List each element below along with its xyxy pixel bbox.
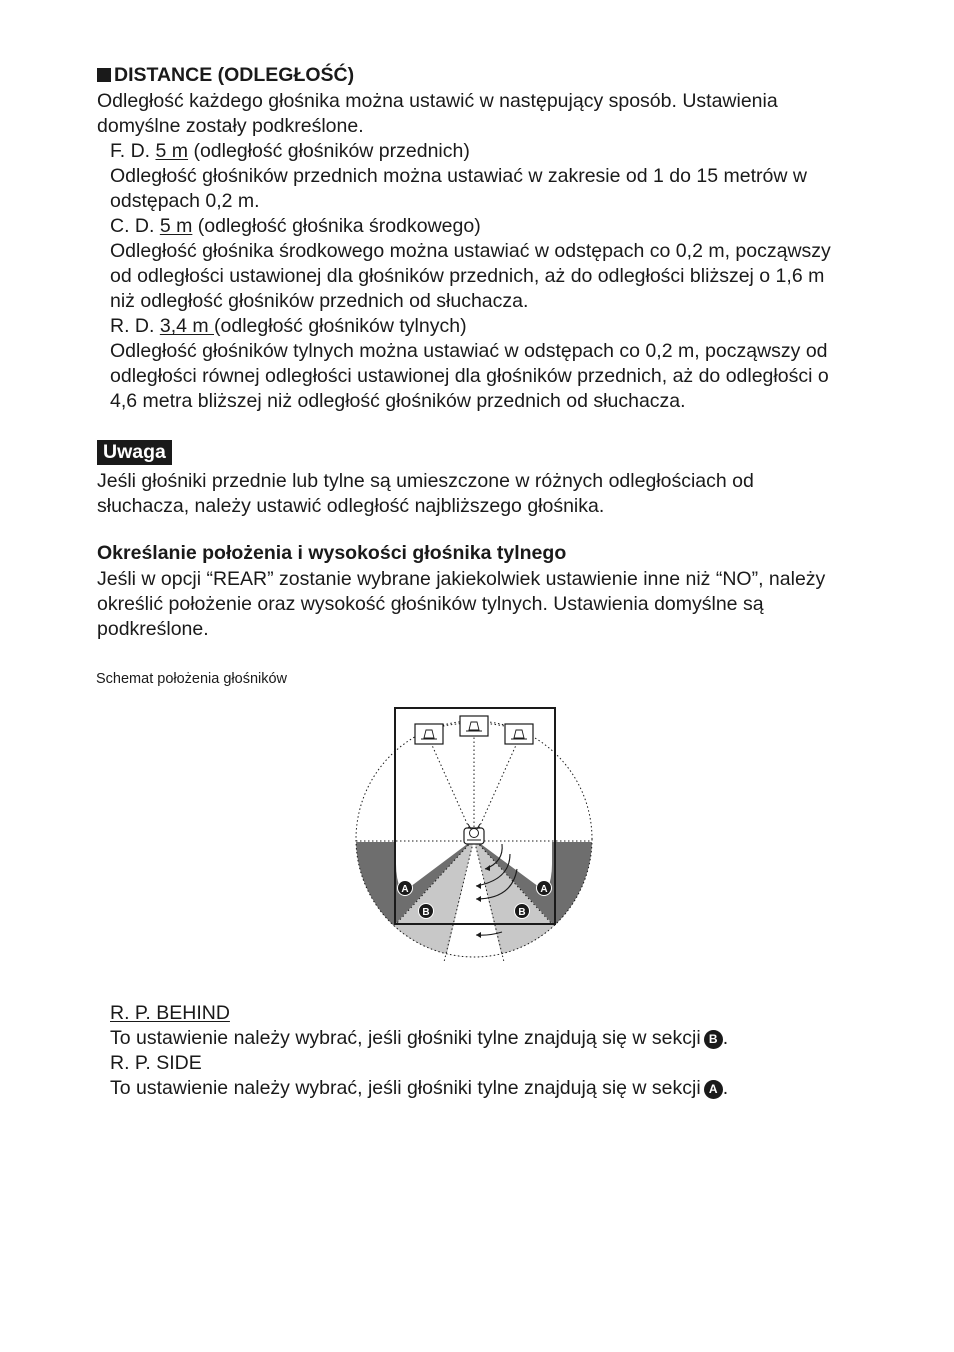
zone-b-right-label (515, 904, 530, 919)
fd-setting: F. D. 5 m (odległość głośników przednich) (110, 140, 470, 162)
note-line-1: Jeśli głośniki przednie lub tylne są umieszczone w różnych odległościach od (97, 470, 754, 492)
distance-heading: DISTANCE (ODLEGŁOŚĆ) (97, 63, 354, 88)
distance-intro-line-1: Odległość każdego głośnika można ustawić w następujący sposób. Ustawienia (97, 90, 778, 112)
cd-desc-line-2: od odległości ustawionej dla głośników przednich, aż do odległości bliższej o 1,6 m (110, 265, 825, 287)
speaker-position-diagram (354, 704, 596, 964)
fd-desc-line-2: odstępach 0,2 m. (110, 190, 260, 212)
section-b-icon: B (704, 1030, 723, 1049)
diagram-caption: Schemat położenia głośników (96, 671, 288, 687)
note-badge: Uwaga (97, 440, 172, 465)
bullet-square-icon (97, 68, 111, 82)
guide-line-front-right (474, 734, 521, 839)
distance-intro-line-2: domyślne zostały podkreślone. (97, 115, 364, 137)
side-option-desc: To ustawienie należy wybrać, jeśli głośniki tylne znajdują się w sekcji A . (110, 1077, 729, 1099)
rd-desc-line-2: odległości równej odległości ustawionej dla głośników przednich, aż do odległości o (110, 365, 829, 387)
side-option-label: R. P. SIDE (110, 1052, 202, 1074)
rd-desc-line-1: Odległość głośników tylnych można ustawiać w odstępach co 0,2 m, począwszy od (110, 340, 828, 362)
svg-text:A: A (540, 884, 548, 895)
rd-default-value: 3,4 m (159, 315, 215, 337)
cd-desc-line-3: niż odległość głośników przednich od słuchacza. (110, 290, 529, 312)
zone-b-left-label (419, 904, 434, 919)
rear-position-heading: Określanie położenia i wysokości głośnika tylnego (97, 542, 567, 564)
svg-text:A: A (401, 884, 409, 895)
fd-default-value: 5 m (155, 140, 189, 162)
cd-setting: C. D. 5 m (odległość głośnika środkowego) (110, 215, 481, 237)
rd-setting: R. D. 3,4 m (odległość głośników tylnych) (110, 315, 467, 337)
front-left-speaker-icon (415, 724, 443, 744)
zone-a-left-label (398, 881, 413, 896)
note-line-2: słuchacza, należy ustawić odległość najbliższego głośnika. (97, 495, 605, 517)
svg-text:B: B (518, 907, 526, 918)
rear-position-line-2: określić położenie oraz wysokość głośników tylnych. Ustawienia domyślne są (97, 593, 764, 615)
section-a-icon: A (704, 1080, 723, 1099)
cd-desc-line-1: Odległość głośnika środkowego można ustawiać w odstępach co 0,2 m, począwszy (110, 240, 831, 262)
guide-line-front-left (427, 734, 474, 839)
behind-option-desc: To ustawienie należy wybrać, jeśli głośniki tylne znajdują się w sekcji B . (110, 1027, 729, 1049)
svg-text:B: B (422, 907, 430, 918)
zone-a-right-label (537, 881, 552, 896)
rear-position-line-1: Jeśli w opcji “REAR” zostanie wybrane jakiekolwiek ustawienie inne niż “NO”, należy (97, 568, 826, 590)
fd-desc-line-1: Odległość głośników przednich można ustawiać w zakresie od 1 do 15 metrów w (110, 165, 807, 187)
rear-position-line-3: podkreślone. (97, 618, 209, 640)
rd-desc-line-3: 4,6 metra bliższej niż odległość głośników przednich od słuchacza. (110, 390, 686, 412)
front-right-speaker-icon (505, 724, 533, 744)
center-speaker-icon (460, 716, 488, 736)
behind-option-label: R. P. BEHIND (110, 1002, 230, 1024)
cd-default-value: 5 m (159, 215, 193, 237)
